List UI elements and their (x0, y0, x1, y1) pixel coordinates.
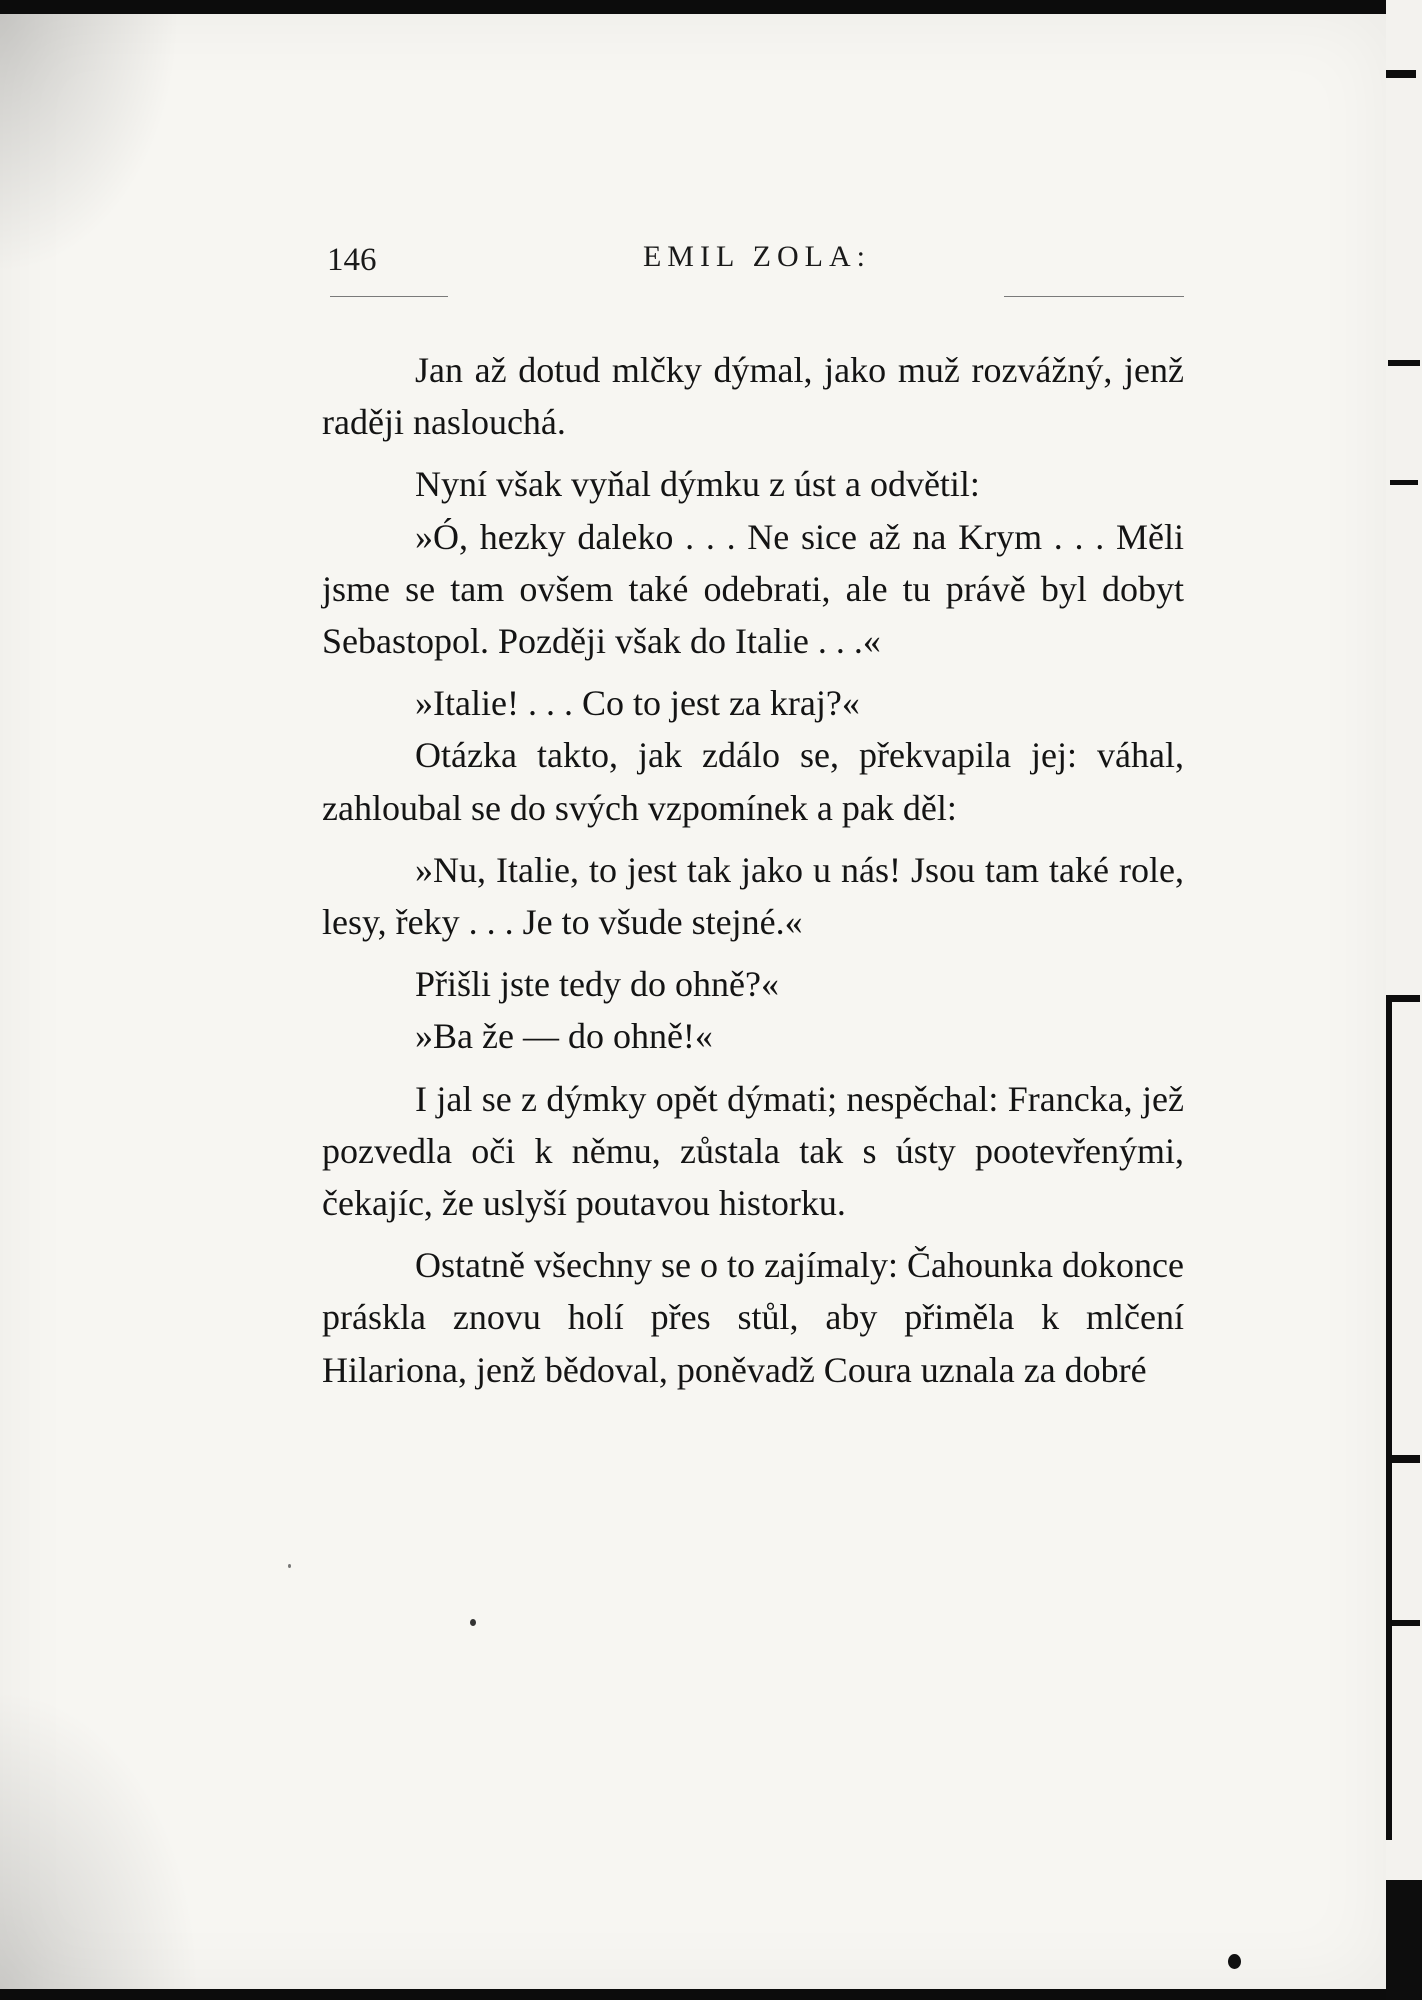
page-header (327, 230, 1187, 280)
paragraph: Ostatně všechny se o to zajímaly: Čahounka dokonce práskla znovu holí přes stůl, aby přiměla k mlčení Hilariona, jenž bědoval, poněvadž Coura uznala za dobré (322, 1245, 1184, 1390)
paragraph: Přišli jste tedy do ohně?« (415, 964, 779, 1005)
paragraph: Jan až dotud mlčky dýmal, jako muž rozvážný, jenž raději naslouchá. (322, 350, 1184, 443)
book-page (0, 14, 1386, 1989)
edge-mark (1386, 1455, 1420, 1463)
dust-speck (470, 1619, 476, 1626)
page-number: 146 (327, 242, 377, 278)
paragraph: »Ó, hezky daleko . . . Ne sice až na Krym . . . Měli jsme se tam ovšem také odebrati, ale tu právě byl dobyt Sebastopol. Později však do Italie . . .« (322, 516, 1184, 662)
paragraph: »Nu, Italie, to jest tak jako u nás! Jsou tam také role, lesy, řeky . . . Je to všude stejné.« (322, 849, 1184, 943)
paragraph: »Ba že — do ohně!« (415, 1016, 713, 1057)
paragraph: Otázka takto, jak zdálo se, překvapila jej: váhal, zahloubal se do svých vzpomínek a pak děl: (322, 735, 1184, 828)
edge-mark (1386, 1620, 1420, 1626)
edge-mark (1386, 1000, 1392, 1840)
paragraph: »Italie! . . . Co to jest za kraj?« (415, 683, 860, 724)
page-edge (1386, 0, 1422, 2000)
running-head: EMIL ZOLA: (642, 240, 872, 273)
paragraph: Nyní však vyňal dýmku z úst a odvětil: (415, 464, 980, 505)
edge-mark (1388, 360, 1420, 366)
dust-speck (1228, 1954, 1241, 1969)
dust-speck (288, 1564, 291, 1568)
header-rule-left (330, 296, 448, 297)
edge-mark (1386, 995, 1420, 1002)
edge-mark (1386, 70, 1416, 78)
header-rule-right (1004, 296, 1184, 297)
edge-mark (1390, 480, 1418, 485)
body-text (322, 344, 1184, 1396)
edge-mark (1386, 1880, 1422, 2000)
paragraph: I jal se z dýmky opět dýmati; nespěchal: Francka, jež pozvedla oči k němu, zůstala tak s ústy pootevřenými, čekajíc, že uslyší poutavou historku. (322, 1078, 1184, 1224)
